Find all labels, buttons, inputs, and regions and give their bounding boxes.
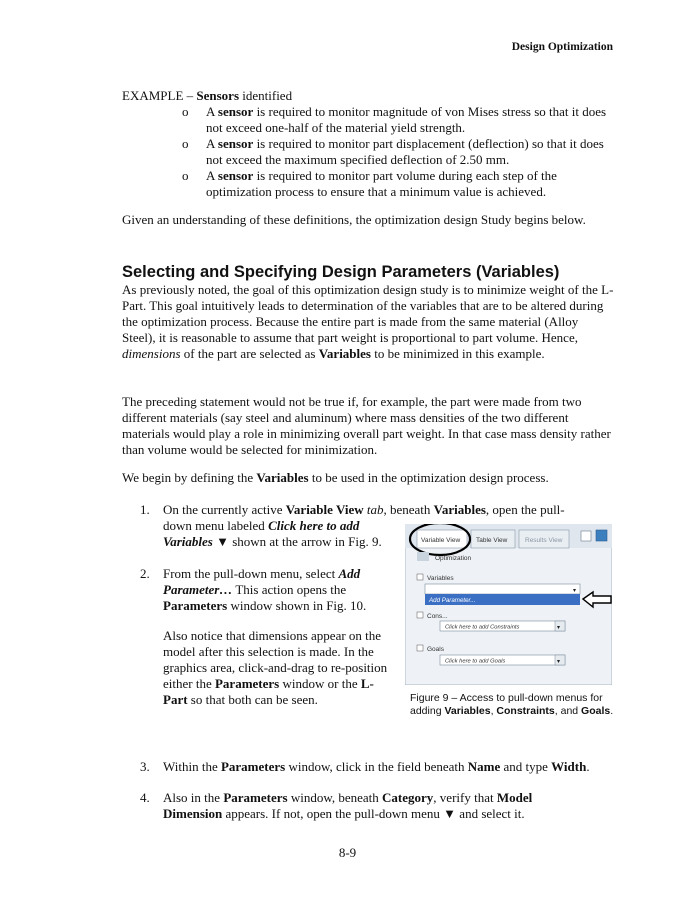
document-page: Design Optimization EXAMPLE – Sensors identified o A sensor is required to monitor magnitude of von Mises stress so that it does not exceed one-half of the material yield strength. o A sensor is required to monitor part displacement (deflection) so that it does not exceed the maximum specified deflection of 2.50 mm. o A sensor is required to monitor part volume during each step of the optimization process to ensure that a minimum value is achieved. Given an understanding of these definitions, the optimization design Study begins below. Selecting and Specifying Design Parameters (Variables) As previously noted, the goal of this optimization design study is to minimize weight of the L-Part. This goal intuitively leads to determination of the variables that are to be altered during the optimization process. Because the entire part is made from the same material (Alloy Steel), it is reasonable to assume that part weight is proportional to part volume. Hence, dimensions of the part are selected as Variables to be minimized in this example. The preceding statement would not be true if, for example, the part were made from two different materials (say steel and aluminum) where mass densities of the two different materials would play a role in minimizing overall part weight. In that case mass density rather than volume would be selected for minimization. We begin by defining the Variables to be used in the optimization design process. 1. On the currently active Variable View tab, beneath Variables, open the pull- down menu labeled Click here to add Variables ▼ shown at the arrow in Fig. 9. 2. From the pull-down menu, select Add Parameter… This action opens the Parameters window shown in Fig. 10. Also notice that dimensions appear on the model after this selection is made. In the graphics area, click-and-drag to re-position either the Parameters window or the L-Part so that both can be seen. Variable View Table View Results View Optimization Variables ▾ Add Parameter... Cons... Click here to add Constraints ▾ Goals Click here to add Goals ▾ Figure 9 – Access to pull-down menus for adding Variables, Constraints, and Goals. 3. Within the Parameters window, click in the field beneath Name and type Width. 4. Also in the Parameters window, beneath Category, verify that Model Dimension appears. If not, open the pull-down menu ▼ and select it. 8-9 [0,0,695,900]
tab-variable-view[interactable] [417,530,467,548]
figure-caption: Figure 9 – Access to pull-down menus for adding Variables, Constraints, and Goals. [410,692,614,717]
svg-text:Goals: Goals [427,646,444,653]
tab-table-view[interactable] [471,530,515,548]
sensor-bullet: o A sensor is required to monitor magnitude of von Mises stress so that it does not exceed one-half of the material yield strength. [182,104,607,135]
svg-text:Cons...: Cons... [427,613,448,620]
step-4-continued: Dimension appears. If not, open the pull-down menu ▼ and select it. [163,806,525,821]
svg-text:Variable View: Variable View [421,537,461,544]
body-paragraph: As previously noted, the goal of this optimization design study is to minimize weight of the L-Part. This goal intuitively leads to determination of the variables that are to be altered during the optimization process. Because the entire part is made from the same material (Alloy Steel), it is reasonable to assume that part weight is proportional to part volume. Hence, dimensions of the part are selected as Variables to be minimized in this example. [122,282,614,361]
svg-text:Click here to add Constraints: Click here to add Constraints [445,624,520,631]
running-header: Design Optimization [511,41,613,53]
goals-dropdown[interactable] [440,655,565,665]
svg-text:Variables: Variables [427,575,454,582]
svg-text:Add Parameter...: Add Parameter... [429,597,476,604]
constraints-dropdown[interactable] [440,621,565,631]
transition-paragraph: Given an understanding of these definitions, the optimization design Study begins below. [122,212,586,227]
sensor-bullet: o A sensor is required to monitor part displacement (deflection) so that it does not exceed the maximum specified deflection of 2.50 mm. [182,136,604,167]
sensor-list [180,104,620,200]
example-line: EXAMPLE – Sensors identified [122,88,293,103]
svg-text:▾: ▾ [573,588,577,594]
svg-text:▾: ▾ [557,659,561,665]
section-heading: Selecting and Specifying Design Parameters (Variables) [122,263,560,281]
add-parameter-option[interactable] [425,594,580,605]
tab-results-view[interactable] [519,530,569,548]
svg-text:Results View: Results View [525,537,563,544]
step-2-note: Also notice that dimensions appear on the model after this selection is made. In the graphics area, click-and-drag to re-position either the Parameters window or the L-Part so that both can be seen. [163,628,388,707]
variables-dropdown[interactable] [425,584,580,594]
body-paragraph: The preceding statement would not be true if, for example, the part were made from two different materials (say steel and aluminum) where mass densities of the two different materials would play a role in minimizing overall part weight. In that case mass density rather than volume would be selected for minimization. [122,394,611,457]
sensor-bullet: o A sensor is required to monitor part volume during each step of the optimization process to ensure that a minimum value is achieved. [182,168,557,199]
svg-text:▾: ▾ [557,625,561,631]
figure-9-screenshot [405,524,612,685]
svg-text:Optimization: Optimization [435,555,472,562]
body-paragraph: We begin by defining the Variables to be used in the optimization design process. [122,470,549,485]
svg-text:Click here to add Goals: Click here to add Goals [445,658,506,665]
page-number: 8-9 [338,845,357,860]
step-1-continued: down menu labeled Click here to add Variables ▼ shown at the arrow in Fig. 9. [163,518,382,549]
svg-text:Table View: Table View [476,537,508,544]
